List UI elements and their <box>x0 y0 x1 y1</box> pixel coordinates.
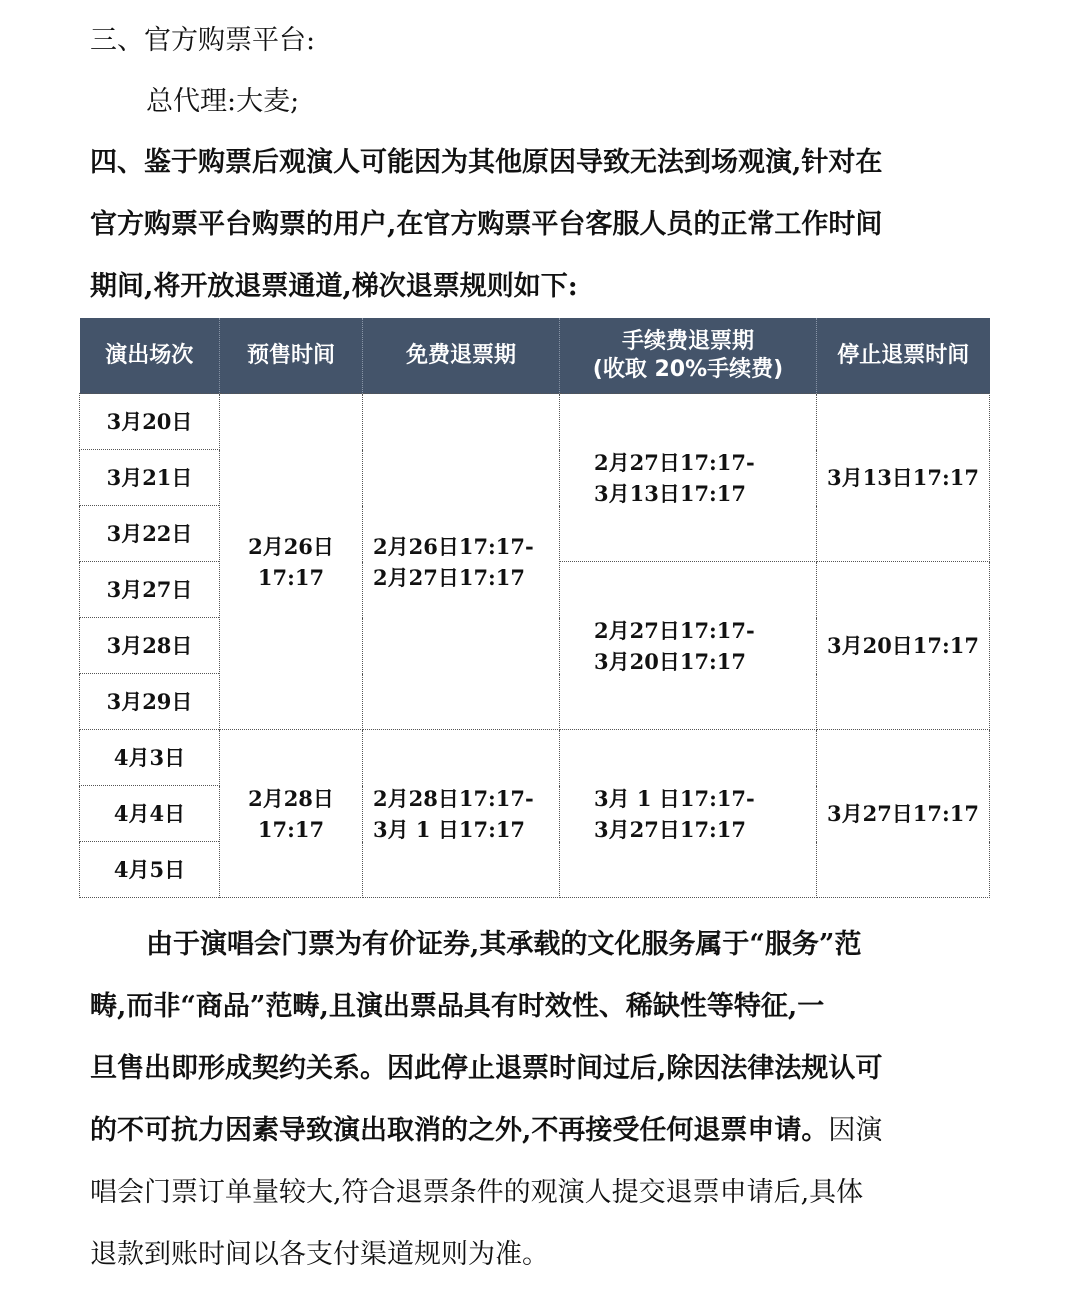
table-row <box>80 394 990 450</box>
header-fee-refund <box>560 318 817 394</box>
section3-agent: 总代理:大麦; <box>146 86 300 117</box>
show-date-cell: 4月5日 <box>80 842 220 898</box>
presale-time: 17:17 <box>257 816 325 842</box>
presale-date: 2月28日 <box>248 785 334 811</box>
notice-line-3: 旦售出即形成契约关系。因此停止退票时间过后,除因法律法规认可 <box>90 1053 883 1084</box>
free-refund-end: 3月 1 日17:17 <box>373 816 526 842</box>
header-presale-time: 预售时间 <box>220 318 363 394</box>
fee-refund-end: 3月13日17:17 <box>594 480 747 506</box>
show-date-cell: 3月20日 <box>80 394 220 450</box>
section3-heading: 三、官方购票平台: <box>90 25 316 56</box>
show-date-cell: 3月27日 <box>80 562 220 618</box>
table-header-row <box>80 318 990 394</box>
free-refund-start: 2月26日17:17- <box>373 533 534 559</box>
fee-refund-start: 3月 1 日17:17- <box>594 785 755 811</box>
show-date-cell: 3月29日 <box>80 674 220 730</box>
free-refund-start: 2月28日17:17- <box>373 785 534 811</box>
notice-line-1: 由于演唱会门票为有价证券,其承载的文化服务属于“服务”范 <box>146 929 862 960</box>
refund-rules-table <box>79 318 990 898</box>
presale-cell <box>220 730 363 898</box>
notice-line-5: 唱会门票订单量较大,符合退票条件的观演人提交退票申请后,具体 <box>90 1177 864 1208</box>
stop-refund-cell: 3月27日17:17 <box>817 730 990 898</box>
header-fee-refund-title: 手续费退票期 <box>621 328 754 354</box>
show-date-cell: 3月21日 <box>80 450 220 506</box>
header-stop-refund: 停止退票时间 <box>817 318 990 394</box>
fee-refund-cell <box>560 394 817 562</box>
show-date-cell: 3月22日 <box>80 506 220 562</box>
notice-line-6: 退款到账时间以各支付渠道规则为准。 <box>90 1239 549 1270</box>
fee-refund-start: 2月27日17:17- <box>594 617 755 643</box>
presale-date: 2月26日 <box>248 533 334 559</box>
show-date-cell: 4月3日 <box>80 730 220 786</box>
stop-refund-cell: 3月20日17:17 <box>817 562 990 730</box>
header-show-date: 演出场次 <box>80 318 220 394</box>
notice-line-4-normal: 因演 <box>828 1115 883 1146</box>
fee-refund-end: 3月27日17:17 <box>594 816 747 842</box>
notice-line-4-bold: 的不可抗力因素导致演出取消的之外,不再接受任何退票申请。 <box>90 1115 829 1146</box>
presale-time: 17:17 <box>257 564 325 590</box>
header-free-refund: 免费退票期 <box>363 318 560 394</box>
free-refund-cell <box>363 730 560 898</box>
presale-cell <box>220 394 363 730</box>
free-refund-cell <box>363 394 560 730</box>
show-date-cell: 4月4日 <box>80 786 220 842</box>
table-row <box>80 730 990 786</box>
notice-line-2: 畴,而非“商品”范畴,且演出票品具有时效性、稀缺性等特征,一 <box>90 991 825 1022</box>
fee-refund-start: 2月27日17:17- <box>594 449 755 475</box>
show-date-cell: 3月28日 <box>80 618 220 674</box>
fee-refund-cell <box>560 562 817 730</box>
free-refund-end: 2月27日17:17 <box>373 564 526 590</box>
fee-refund-cell <box>560 730 817 898</box>
section4-line-1: 四、鉴于购票后观演人可能因为其他原因导致无法到场观演,针对在 <box>90 147 883 178</box>
fee-refund-end: 3月20日17:17 <box>594 648 747 674</box>
header-fee-refund-note: (收取 20%手续费) <box>592 356 784 382</box>
stop-refund-cell: 3月13日17:17 <box>817 394 990 562</box>
section4-line-2: 官方购票平台购票的用户,在官方购票平台客服人员的正常工作时间 <box>90 209 883 240</box>
section4-line-3: 期间,将开放退票通道,梯次退票规则如下: <box>90 271 578 302</box>
notice-line-4 <box>90 1114 882 1148</box>
